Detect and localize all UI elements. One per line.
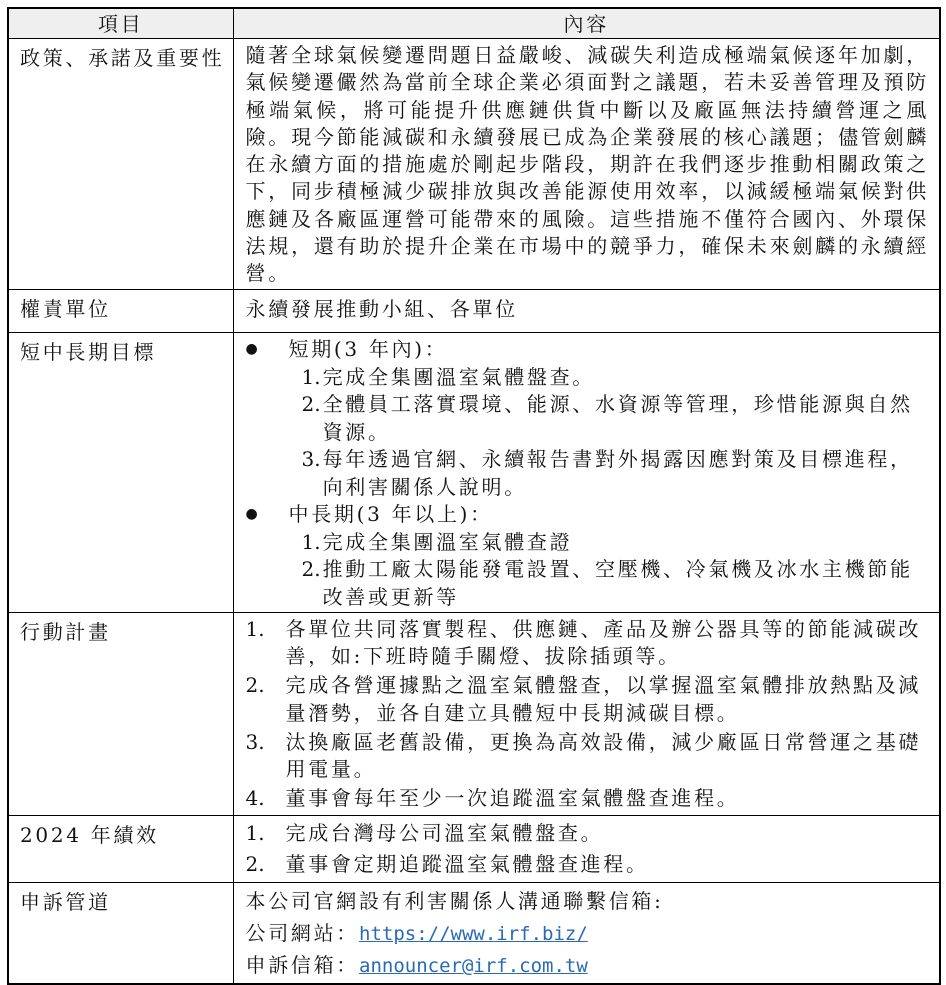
appeal-content bbox=[233, 883, 940, 984]
item-text: 汰換廠區老舊設備，更換為高效設備，減少廠區日常營運之基礎用電量。 bbox=[285, 729, 922, 782]
mid-term-item bbox=[302, 529, 930, 557]
document-page bbox=[7, 7, 941, 985]
bullet-icon: ● bbox=[245, 341, 258, 357]
appeal-intro: 本公司官網設有利害關係人溝通聯繫信箱: bbox=[245, 889, 664, 914]
website-label: 公司網站： bbox=[245, 920, 359, 945]
item-text: 董事會定期追蹤溫室氣體盤查進程。 bbox=[285, 852, 649, 877]
action-content bbox=[233, 613, 940, 816]
short-term-item bbox=[302, 446, 930, 501]
appeal-email-line bbox=[246, 950, 930, 982]
performance-label: 2024 年績效 bbox=[8, 816, 233, 883]
action-item bbox=[246, 672, 930, 726]
appeal-label: 申訴管道 bbox=[8, 883, 233, 984]
bullet-icon: ● bbox=[245, 506, 258, 522]
sustainability-info-table bbox=[7, 7, 941, 985]
action-item bbox=[246, 616, 930, 670]
short-term-item bbox=[302, 391, 930, 446]
item-text: 完成各營運據點之溫室氣體盤查，以掌握溫室氣體排放熱點及減量潛勢，並各自建立具體短中長期減碳目標。 bbox=[285, 673, 922, 725]
short-term-heading bbox=[246, 336, 930, 364]
column-header-content: 內容 bbox=[233, 8, 940, 39]
performance-item bbox=[246, 851, 930, 878]
email-label: 申訴信箱： bbox=[245, 953, 359, 978]
header-row bbox=[8, 8, 940, 39]
column-header-item: 項目 bbox=[8, 8, 233, 39]
item-number: 1. bbox=[301, 529, 321, 554]
item-number: 1. bbox=[301, 364, 321, 389]
goals-label: 短中長期目標 bbox=[8, 333, 233, 613]
item-number: 1. bbox=[245, 821, 265, 845]
mid-term-item bbox=[302, 556, 930, 611]
row-appeal-channel bbox=[8, 883, 940, 984]
goals-content bbox=[233, 333, 940, 613]
item-text: 全體員工落實環境、能源、水資源等管理，珍惜能源與自然資源。 bbox=[322, 392, 913, 444]
item-number: 3. bbox=[245, 729, 265, 754]
action-item bbox=[246, 785, 930, 812]
mid-term-heading bbox=[246, 501, 930, 529]
item-text: 每年透過官網、永續報告書對外揭露因應對策及目標進程，向利害關係人說明。 bbox=[322, 447, 913, 499]
item-text: 推動工廠太陽能發電設置、空壓機、冷氣機及冰水主機節能改善或更新等 bbox=[322, 557, 913, 609]
mid-term-title: 中長期(3 年以上)： bbox=[288, 502, 493, 526]
short-term-title: 短期(3 年內)： bbox=[288, 337, 448, 361]
item-number: 1. bbox=[245, 617, 265, 641]
short-term-item bbox=[302, 364, 930, 392]
item-text: 各單位共同落實製程、供應鏈、產品及辦公器具等的節能減碳改善，如:下班時隨手關燈、拔除插頭等。 bbox=[285, 617, 922, 669]
item-number: 2. bbox=[301, 557, 321, 581]
item-number: 4. bbox=[245, 786, 265, 811]
action-label: 行動計畫 bbox=[8, 613, 233, 816]
item-text: 完成全集團溫室氣體盤查。 bbox=[322, 364, 595, 389]
item-number: 2. bbox=[245, 673, 265, 698]
item-number: 2. bbox=[301, 392, 321, 416]
email-link[interactable]: announcer@irf.com.tw bbox=[359, 955, 588, 978]
row-action-plan bbox=[8, 613, 940, 816]
row-goals bbox=[8, 333, 940, 613]
responsible-label: 權責單位 bbox=[8, 290, 233, 333]
row-responsible-unit bbox=[8, 290, 940, 333]
item-number: 2. bbox=[245, 852, 265, 877]
action-item bbox=[246, 729, 930, 783]
appeal-website-line bbox=[246, 918, 930, 950]
policy-label: 政策、承諾及重要性 bbox=[8, 39, 233, 290]
row-2024-performance bbox=[8, 816, 940, 883]
row-policy bbox=[8, 39, 940, 290]
policy-paragraph: 隨著全球氣候變遷問題日益嚴峻、減碳失利造成極端氣候逐年加劇，氣候變遷儼然為當前全球企業必須面對之議題，若未妥善管理及預防極端氣候，將可能提升供應鏈供貨中斷以及廠區無法持續營運之風險。現今節能減碳和永續發展已成為企業發展的核心議題；儘管劍麟在永續方面的措施處於剛起步階段，期許在我們逐步推動相關政策之下，同步積極減少碳排放與改善能源使用效率，以減緩極端氣候對供應鏈及各廠區運營可能帶來的風險。這些措施不僅符合國內、外環保法規，還有助於提升企業在市場中的競爭力，確保未來劍麟的永續經營。 bbox=[245, 43, 929, 286]
responsible-content: 永續發展推動小組、各單位 bbox=[233, 290, 940, 333]
policy-content bbox=[233, 39, 940, 290]
item-text: 完成台灣母公司溫室氣體盤查。 bbox=[285, 821, 604, 845]
item-text: 董事會每年至少一次追蹤溫室氣體盤查進程。 bbox=[285, 786, 740, 811]
item-text: 完成全集團溫室氣體查證 bbox=[322, 529, 573, 554]
item-number: 3. bbox=[301, 447, 321, 471]
performance-item bbox=[246, 820, 930, 847]
website-link[interactable]: https://www.irf.biz/ bbox=[359, 922, 588, 945]
performance-content bbox=[233, 816, 940, 883]
